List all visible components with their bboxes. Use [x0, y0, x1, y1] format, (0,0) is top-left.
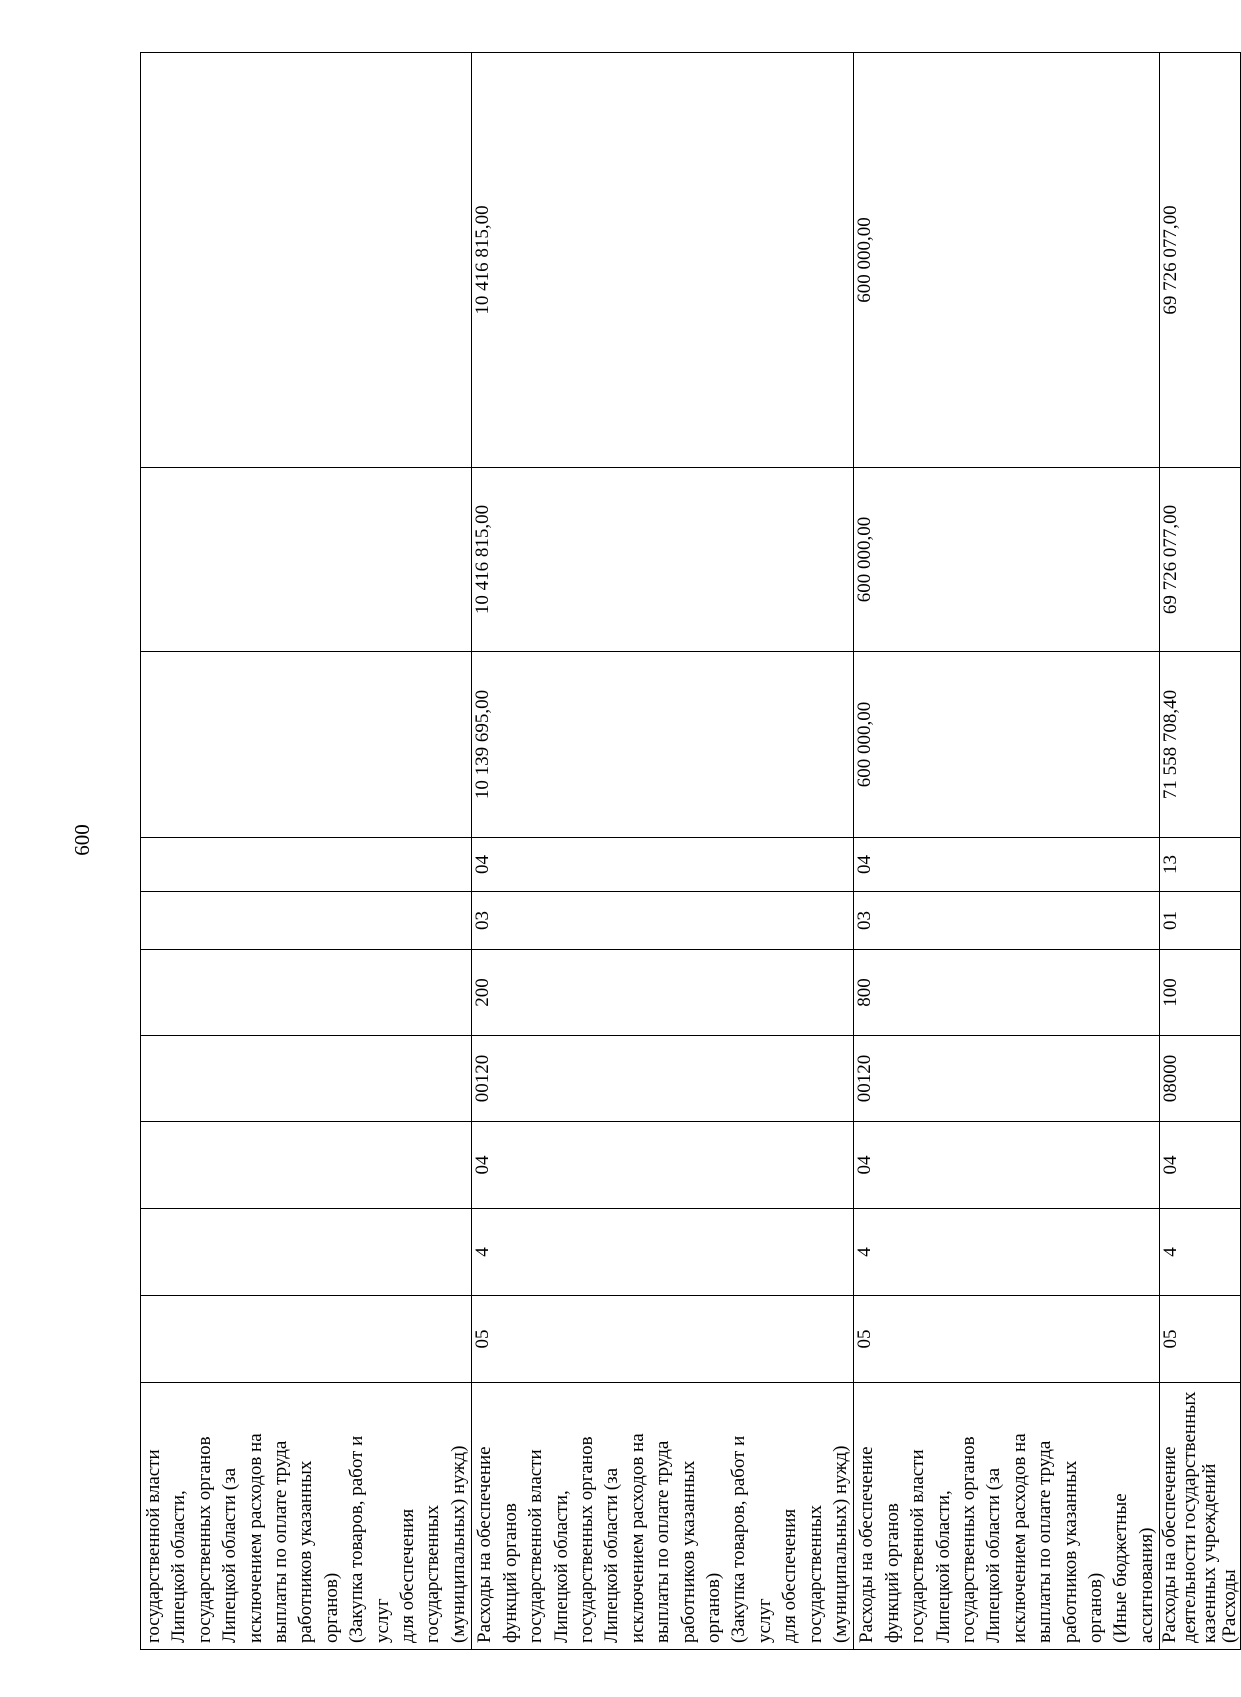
- code-cell: 800: [854, 950, 1160, 1036]
- rotated-table-container: [140, 53, 1241, 1650]
- code-cell: 03: [854, 892, 1160, 950]
- code-cell: 00120: [472, 1036, 854, 1122]
- code-cell: [141, 1209, 472, 1296]
- code-cell: 4: [1160, 1209, 1241, 1296]
- table-row: [1160, 53, 1241, 1650]
- code-cell: [141, 950, 472, 1036]
- code-cell: [141, 892, 472, 950]
- code-cell: 13: [1160, 838, 1241, 892]
- code-cell: 4: [854, 1209, 1160, 1296]
- table-row: [854, 53, 1160, 1650]
- code-cell: 04: [1160, 1122, 1241, 1209]
- code-cell: 04: [854, 1122, 1160, 1209]
- code-cell: 03: [472, 892, 854, 950]
- amount-cell: [141, 652, 472, 838]
- amount-cell: 600 000,00: [854, 652, 1160, 838]
- amount-cell: 10 139 695,00: [472, 652, 854, 838]
- code-cell: [141, 1122, 472, 1209]
- code-cell: 01: [1160, 892, 1241, 950]
- code-cell: 04: [854, 838, 1160, 892]
- code-cell: 05: [472, 1296, 854, 1383]
- amount-cell: 69 726 077,00: [1160, 468, 1241, 652]
- code-cell: 00120: [854, 1036, 1160, 1122]
- amount-cell: 10 416 815,00: [472, 468, 854, 652]
- code-cell: [141, 1036, 472, 1122]
- amount-cell: [141, 53, 472, 468]
- code-cell: 08000: [1160, 1036, 1241, 1122]
- code-cell: 04: [472, 838, 854, 892]
- amount-cell: 69 726 077,00: [1160, 53, 1241, 468]
- code-cell: [141, 838, 472, 892]
- code-cell: 100: [1160, 950, 1241, 1036]
- row-description: Расходы на обеспечение функций органов государственной власти Липецкой области, государственных органов Липецкой области (за исключением расходов на выплаты по оплате труда работников указанных органов) (Иные бюджетные ассигнования): [854, 1383, 1160, 1650]
- row-description: государственной власти Липецкой области, государственных органов Липецкой области (за исключением расходов на выплаты по оплате труда работников указанных органов) (Закупка товаров, работ и услуг для обеспечения государственных (муниципальных) нужд): [141, 1383, 472, 1650]
- table-row: [472, 53, 854, 1650]
- amount-cell: 71 558 708,40: [1160, 652, 1241, 838]
- page-number: 600: [70, 824, 94, 856]
- amount-cell: 600 000,00: [854, 468, 1160, 652]
- code-cell: [141, 1296, 472, 1383]
- row-description: Расходы на обеспечение деятельности государственных казенных учреждений (Расходы: [1160, 1383, 1241, 1650]
- code-cell: 4: [472, 1209, 854, 1296]
- row-description: Расходы на обеспечение функций органов государственной власти Липецкой области, государственных органов Липецкой области (за исключением расходов на выплаты по оплате труда работников указанных органов) (Закупка товаров, работ и услуг для обеспечения государственных (муниципальных) нужд): [472, 1383, 854, 1650]
- code-cell: 200: [472, 950, 854, 1036]
- code-cell: 05: [854, 1296, 1160, 1383]
- code-cell: 04: [472, 1122, 854, 1209]
- code-cell: 05: [1160, 1296, 1241, 1383]
- amount-cell: 10 416 815,00: [472, 53, 854, 468]
- amount-cell: [141, 468, 472, 652]
- table-row: [141, 53, 472, 1650]
- budget-table: [140, 52, 1241, 1650]
- amount-cell: 600 000,00: [854, 53, 1160, 468]
